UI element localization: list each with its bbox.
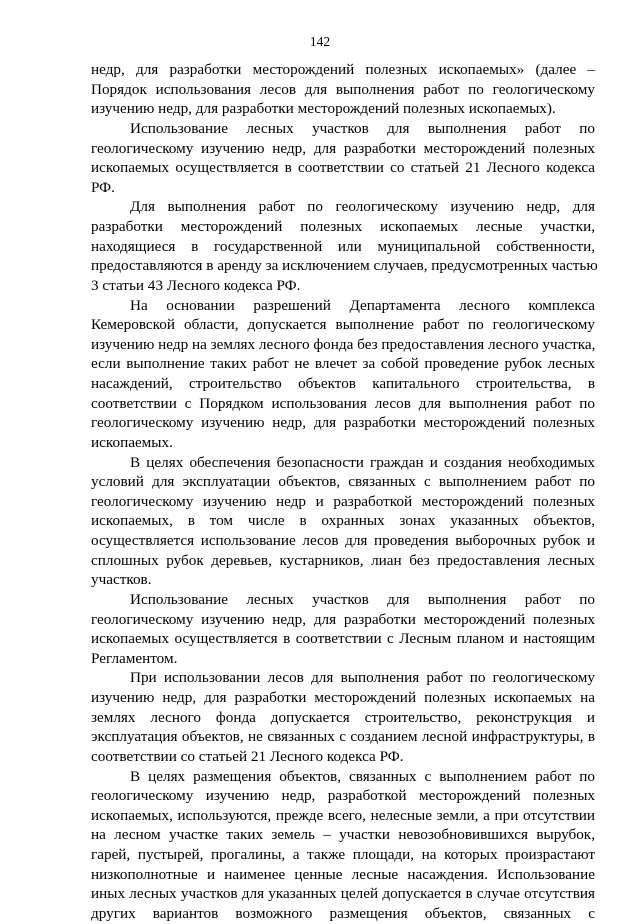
paragraph (91, 590, 595, 669)
document-body (91, 60, 598, 924)
text-line: землях лесного фонда допускается строительство, реконструкция и (91, 708, 595, 726)
text-line: иных лесных участков для указанных целей допускается в случае отсутствия (91, 885, 595, 903)
text-line: соответствии со статьей 21 Лесного кодекса РФ. (91, 747, 404, 765)
paragraph (91, 296, 595, 453)
text-line: Кемеровской области, допускается выполнение работ по геологическому (91, 316, 595, 334)
paragraph (91, 60, 595, 119)
text-line: геологическому изучению недр и разработкой месторождений полезных (91, 492, 595, 510)
text-line: соответствии с Порядком использования лесов для выполнения работ по (91, 394, 595, 412)
page-number: 142 (309, 34, 331, 49)
text-line: ископаемых, используются, прежде всего, нелесные земли, а при отсутствии (91, 806, 595, 824)
text-line: Регламентом. (91, 649, 178, 667)
text-line: условий для эксплуатации объектов, связанных с выполнением работ по (91, 473, 595, 491)
text-line: Использование лесных участков для выполнения работ по (130, 590, 595, 608)
paragraph (91, 668, 595, 766)
text-line: участков. (91, 571, 152, 589)
text-line: Использование лесных участков для выполнения работ по (130, 119, 595, 137)
text-line: других вариантов возможного размещения объектов, связанных с (91, 904, 595, 922)
text-line: На основании разрешений Департамента лесного комплекса (130, 296, 595, 314)
text-line: предоставляются в аренду за исключением случаев, предусмотренных частью (91, 257, 598, 275)
paragraph (91, 453, 595, 590)
text-line: геологическому изучению недр, разработкой месторождений полезных (91, 787, 595, 805)
text-line: гарей, пустырей, прогалины, а также площади, на которых произрастают (91, 846, 595, 863)
text-line: осуществляется использование лесов для проведения выборочных рубок и (91, 532, 595, 549)
text-line: сплошных рубок деревьев, кустарников, лиан без предоставления лесных (91, 551, 595, 569)
text-line: насаждений, строительство объектов капитального строительства, в (91, 375, 595, 392)
text-line: разработки месторождений полезных ископаемых лесные участки, (91, 218, 595, 235)
text-line: изучению недр, для разработки месторождений полезных ископаемых на (91, 689, 595, 706)
text-line: если выполнение таких работ не влечет за собой проведение рубок лесных (91, 355, 595, 373)
text-line: ископаемых осуществляется в соответствии со статьей 21 Лесного кодекса (91, 159, 595, 177)
text-line: В целях размещения объектов, связанных с выполнением работ по (130, 767, 595, 785)
text-line: Порядок использования лесов для выполнения работ по геологическому (91, 80, 595, 98)
text-line: изучению недр, для разработки месторождений полезных ископаемых). (91, 100, 556, 118)
text-line: находящиеся в государственной или муниципальной собственности, (91, 237, 595, 255)
text-line: геологическому изучению недр, для разработки месторождений полезных (91, 610, 595, 628)
text-line: недр, для разработки месторождений полезных ископаемых» (далее – (91, 61, 595, 78)
text-line: 3 статьи 43 Лесного кодекса РФ. (91, 276, 301, 294)
text-line: При использовании лесов для выполнения работ по геологическому (130, 669, 595, 687)
text-line: РФ. (91, 178, 115, 196)
text-line: на лесном участке таких земель – участки невозобновившихся вырубок, (91, 826, 595, 844)
text-line: геологическому изучению недр, для разработки месторождений полезных (91, 139, 595, 157)
text-line: низкополнотные и наименее ценные лесные насаждения. Использование (91, 865, 595, 883)
text-line: В целях обеспечения безопасности граждан и создания необходимых (130, 453, 595, 471)
paragraph (91, 119, 595, 198)
text-line: ископаемых осуществляется в соответствии с Лесным планом и настоящим (91, 630, 595, 648)
text-line: изучению недр на землях лесного фонда без предоставления лесного участка, (91, 335, 596, 353)
paragraph (91, 767, 595, 924)
text-line: Для выполнения работ по геологическому изучению недр, для (130, 198, 595, 216)
text-line: ископаемых. (91, 433, 173, 451)
text-line: геологическому изучению недр, для разработки месторождений полезных (91, 414, 595, 432)
text-line: ископаемых, в том числе в охранных зонах указанных объектов, (91, 512, 595, 530)
paragraph (91, 197, 598, 295)
text-line: эксплуатация объектов, не связанных с созданием лесной инфраструктуры, в (91, 728, 595, 746)
